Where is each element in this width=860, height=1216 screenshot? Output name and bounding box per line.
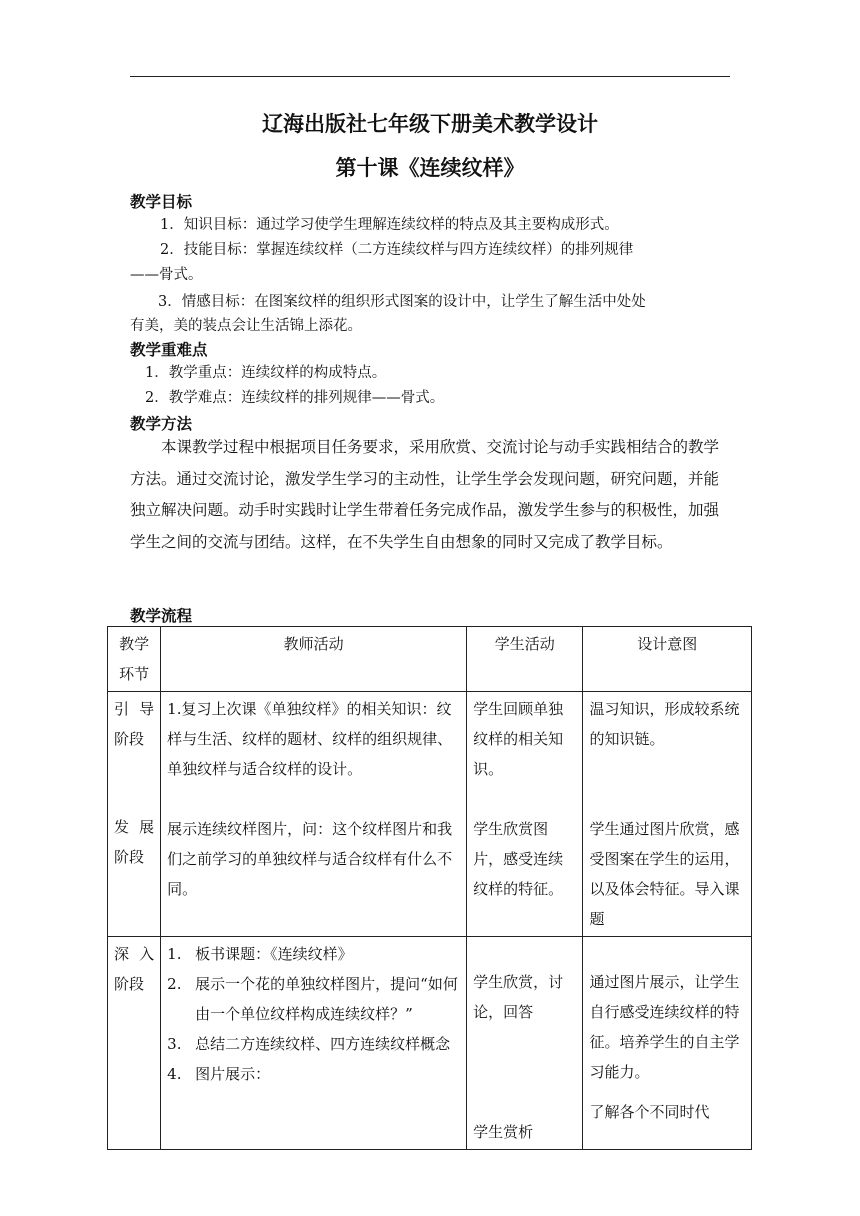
goal-skill-cont: ——骨式。 xyxy=(130,267,203,283)
student-deepen-cell xyxy=(467,937,583,1150)
header-teacher: 教师活动 xyxy=(161,627,467,692)
intent-era: 了解各个不同时代 xyxy=(589,1103,710,1121)
teacher-cell xyxy=(161,692,467,937)
method-paragraph xyxy=(130,432,732,558)
intent-guide: 温习知识，形成较系统的知识链。 xyxy=(589,700,740,748)
stage-develop: 发展阶段 xyxy=(114,818,155,866)
header-intent: 设计意图 xyxy=(583,627,752,692)
goals-heading: 教学目标 xyxy=(130,193,193,211)
list-item: 4. 图片展示： xyxy=(167,1065,271,1083)
student-cell xyxy=(467,692,583,937)
key-point: 1．教学重点：连续纹样的构成特点。 xyxy=(145,365,387,381)
method-text: 本课教学过程中根据项目任务要求，采用欣赏、交流讨论与动手实践相结合的教学方法。通过交流讨论，激发学生学习的主动性，让学生学会发现问题，研究问题，并能独立解决问题。动手时实践时让学生带着任务完成作品，激发学生参与的积极性，加强学生之间的交流与团结。这样，在不失学生自由想象的同时又完成了教学目标。 xyxy=(130,438,720,551)
list-item: 3. 总结二方连续纹样、四方连续纹样概念 xyxy=(167,1035,451,1053)
table-header-row xyxy=(108,627,752,692)
document-title: 辽海出版社七年级下册美术教学设计 xyxy=(262,112,598,136)
goal-knowledge: 1．知识目标：通过学习使学生理解连续纹样的特点及其主要构成形式。 xyxy=(160,217,619,233)
key-points-heading: 教学重难点 xyxy=(130,341,208,359)
goal-skill: 2．技能目标：掌握连续纹样（二方连续纹样与四方连续纹样）的排列规律 xyxy=(160,242,634,258)
teacher-steps xyxy=(167,939,460,1089)
table-row xyxy=(108,937,752,1150)
table-row xyxy=(108,692,752,937)
teacher-guide: 1.复习上次课《单独纹样》的相关知识：纹样与生活、纹样的题材、纹样的组织规律、单独纹样与适合纹样的设计。 xyxy=(167,700,453,778)
method-heading: 教学方法 xyxy=(130,415,193,433)
student-guide: 学生回顾单独纹样的相关知识。 xyxy=(473,700,564,778)
stage-deepen: 深入阶段 xyxy=(108,937,161,1150)
flow-heading: 教学流程 xyxy=(130,607,193,625)
student-develop: 学生欣赏图片，感受连续纹样的特征。 xyxy=(473,820,564,898)
difficult-point: 2．教学难点：连续纹样的排列规律——骨式。 xyxy=(145,390,445,406)
intent-deepen: 通过图片展示，让学生自行感受连续纹样的特征。培养学生的自主学习能力。 xyxy=(589,973,740,1081)
intent-cell xyxy=(583,692,752,937)
top-rule xyxy=(130,76,730,77)
teaching-flow-table xyxy=(107,626,752,1150)
list-item: 1. 板书课题：《连续纹样》 xyxy=(167,945,353,963)
student-deepen: 学生欣赏，讨论，回答 xyxy=(473,973,564,1021)
header-stage: 教学环节 xyxy=(108,627,161,692)
lesson-title: 第十课《连续纹样》 xyxy=(335,156,525,180)
intent-deepen-cell xyxy=(583,937,752,1150)
teacher-develop: 展示连续纹样图片，问：这个纹样图片和我们之前学习的单独纹样与适合纹样有什么不同。 xyxy=(167,820,453,898)
stage-guide: 引导阶段 xyxy=(114,700,155,748)
header-student: 学生活动 xyxy=(467,627,583,692)
teacher-deepen-cell xyxy=(161,937,467,1150)
goal-emotion-cont: 有美，美的装点会让生活锦上添花。 xyxy=(130,318,362,334)
intent-develop: 学生通过图片欣赏，感受图案在学生的运用，以及体会特征。导入课题 xyxy=(589,820,740,928)
list-item: 2. 展示一个花的单独纹样图片，提问“如何由一个单位纹样构成连续纹样？” xyxy=(167,975,458,1023)
student-appreciate: 学生赏析 xyxy=(473,1123,534,1141)
stage-cell xyxy=(108,692,161,937)
goal-emotion: 3．情感目标：在图案纹样的组织形式图案的设计中，让学生了解生活中处处 xyxy=(158,294,646,310)
